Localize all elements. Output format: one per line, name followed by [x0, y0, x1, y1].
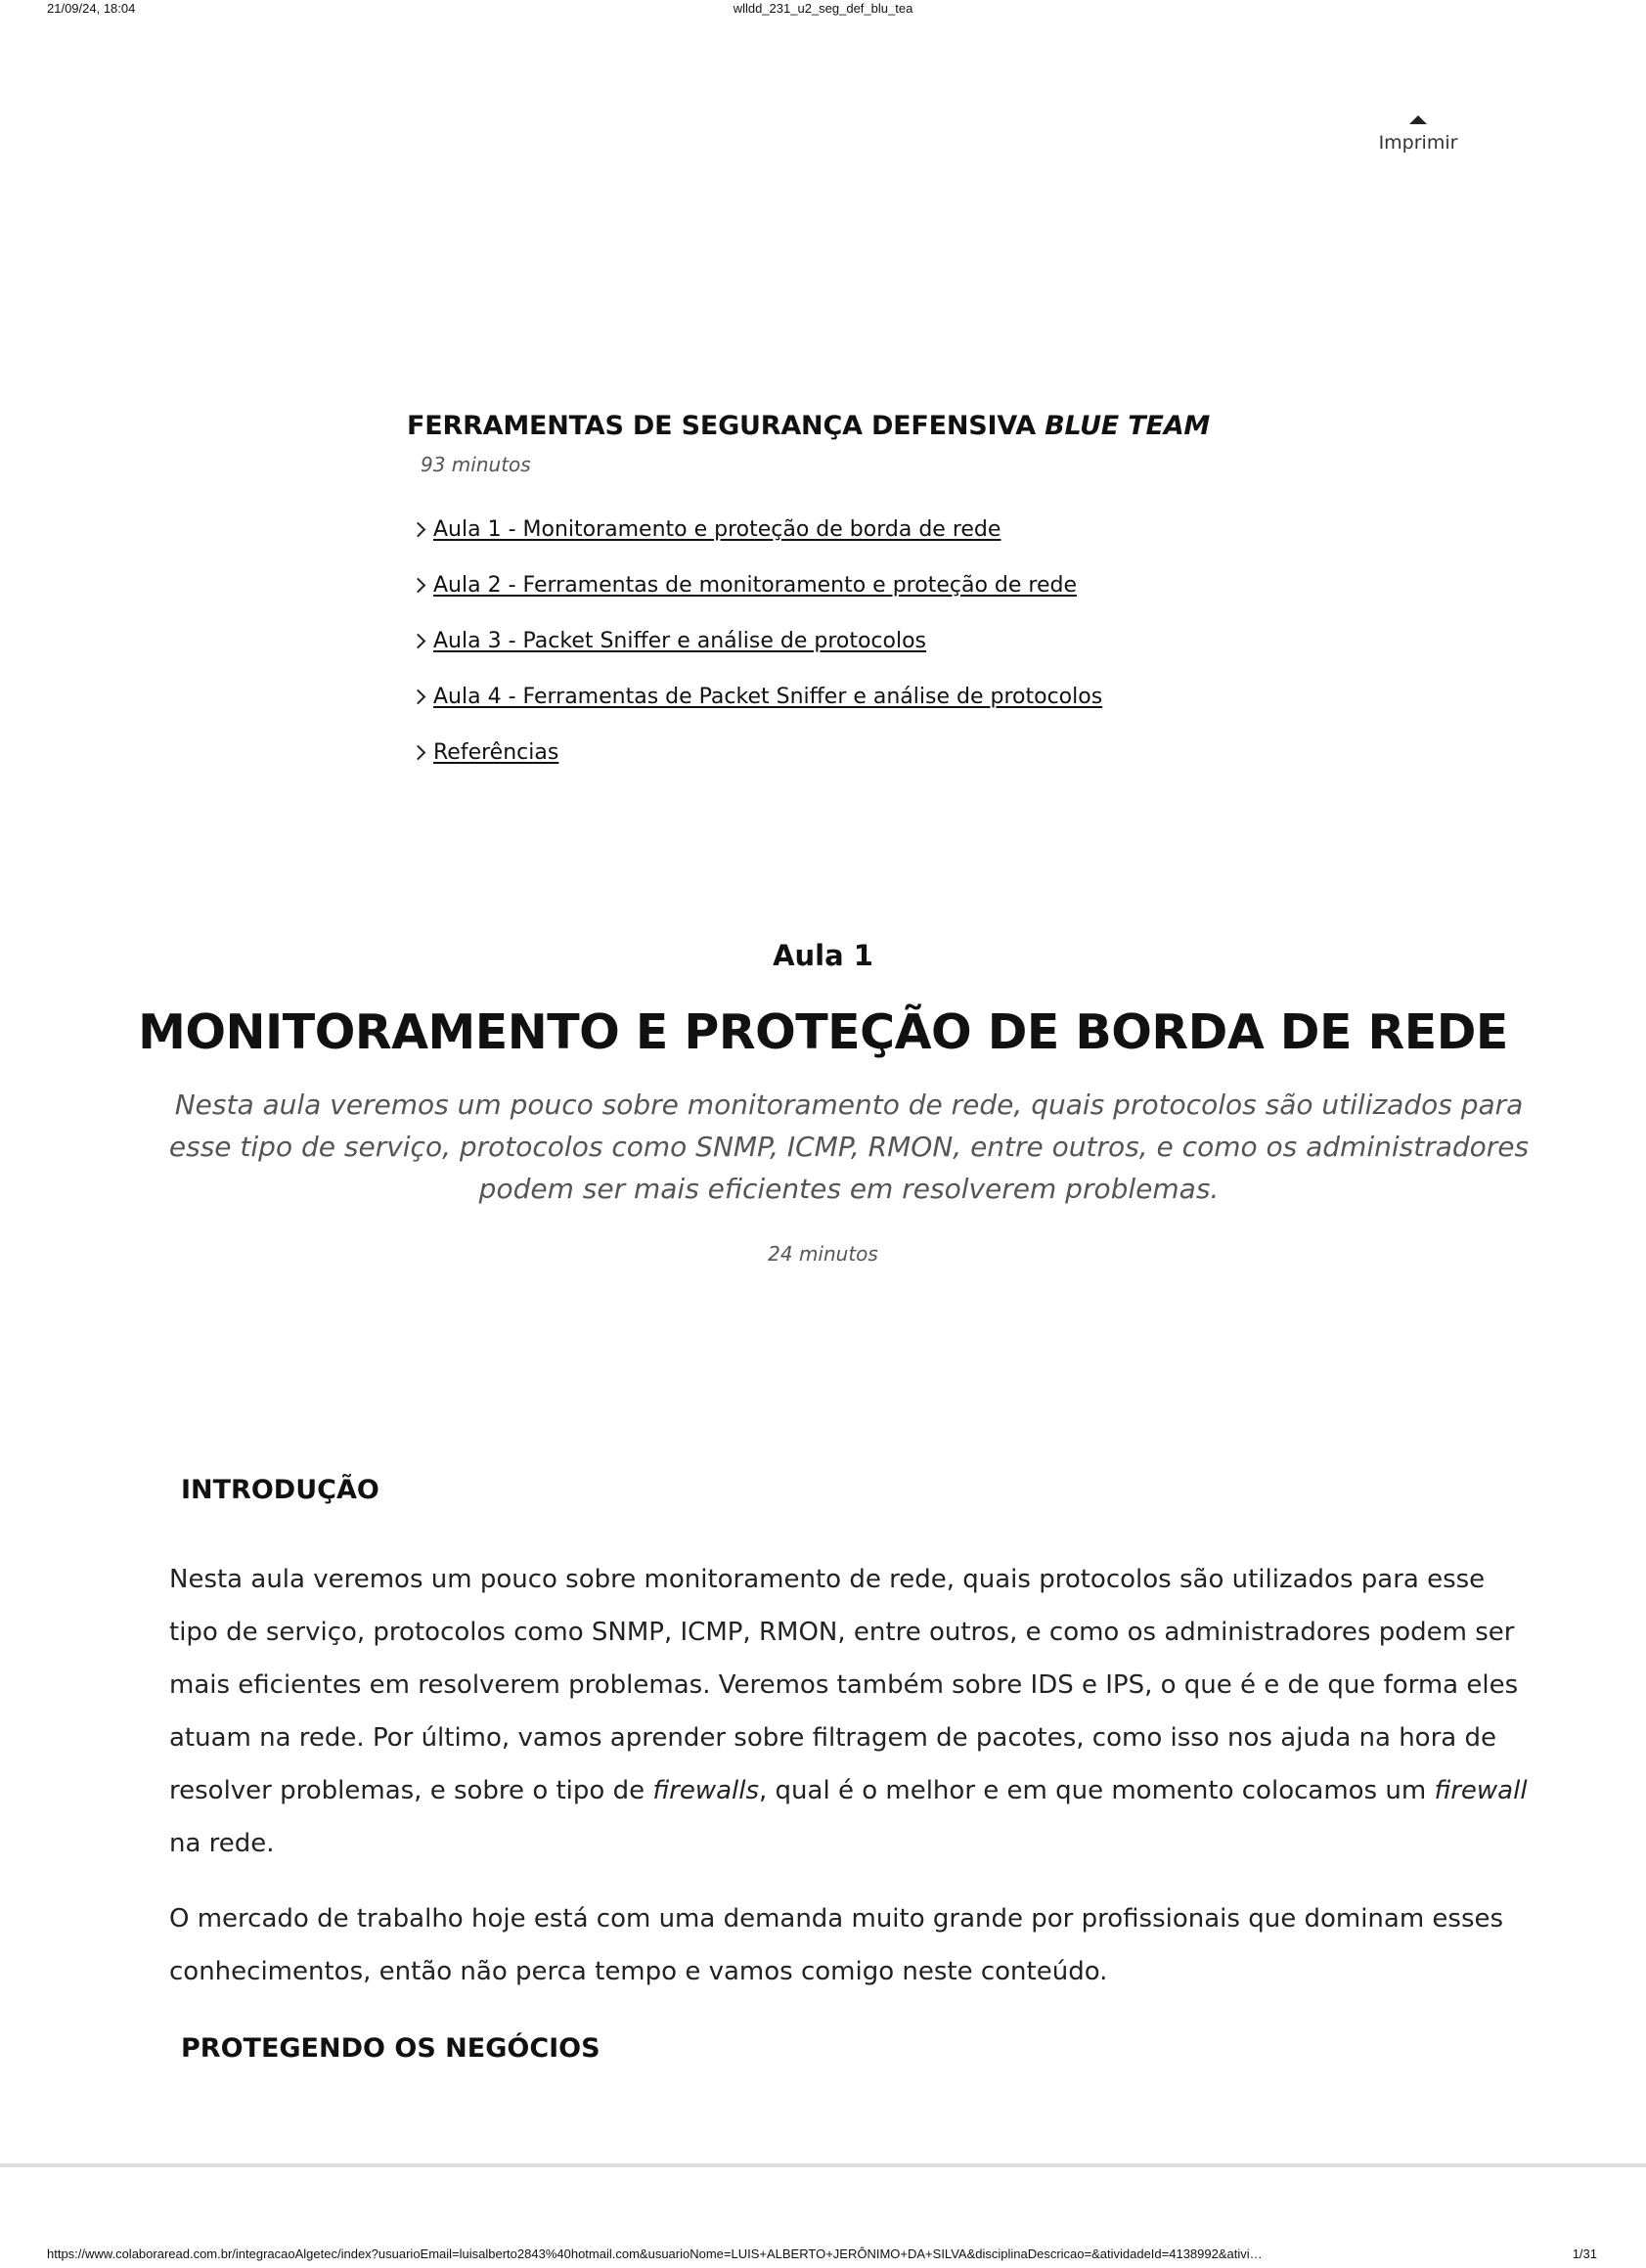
intro-p1-em-firewall: firewall	[1434, 1776, 1528, 1805]
intro-p1-em-firewalls: firewalls	[652, 1776, 760, 1805]
intro-p1-text-c: na rede.	[169, 1829, 275, 1858]
chevron-right-icon	[411, 522, 426, 538]
print-footer	[0, 2246, 1646, 2266]
intro-p1-text-a: Nesta aula veremos um pouco sobre monitoramento de rede, quais protocolos são utilizados para esse tipo de serviço, protocolos como SNMP, ICMP, RMON, entre outros, e como os administradores podem ser mais eficientes em resolverem problemas. Veremos também sobre IDS e IPS, o que é e de que forma eles atuam na rede. Por último, vamos aprender sobre filtragem de pacotes, como isso nos ajuda na hora de resolver problemas, e sobre o tipo de	[169, 1565, 1519, 1805]
toc-item-aula-1[interactable]	[407, 502, 1287, 557]
toc-link-aula-4[interactable]: Aula 4 - Ferramentas de Packet Sniffer e análise de protocolos	[433, 685, 1103, 709]
chevron-right-icon	[411, 634, 426, 649]
print-date: 21/09/24, 18:04	[47, 1, 136, 16]
intro-p1-text-b: , qual é o melhor e em que momento colocamos um	[759, 1776, 1435, 1805]
chevron-right-icon	[411, 689, 426, 705]
lesson-summary: Nesta aula veremos um pouco sobre monitoramento de rede, quais protocolos são utilizados para esse tipo de serviço, protocolos como SNMP, ICMP, RMON, entre outros, e como os administradores podem ser mais eficientes em resolverem problemas.	[168, 1089, 1530, 1205]
table-of-contents	[407, 502, 1287, 780]
page-number: 1/31	[1572, 2246, 1597, 2261]
toc-item-aula-3[interactable]	[407, 613, 1287, 669]
chevron-right-icon	[411, 745, 426, 761]
lesson-title: MONITORAMENTO E PROTEÇÃO DE BORDA DE REDE	[138, 1004, 1508, 1060]
intro-paragraph-1	[169, 1553, 1538, 1870]
lesson-kicker: Aula 1	[773, 939, 873, 972]
toc-item-aula-4[interactable]	[407, 669, 1287, 725]
course-duration: 93 minutos	[421, 453, 531, 476]
course-title-text: FERRAMENTAS DE SEGURANÇA DEFENSIVA	[407, 411, 1045, 441]
lesson-duration: 24 minutos	[768, 1242, 878, 1266]
toc-item-referencias[interactable]	[407, 725, 1287, 780]
print-button-label: Imprimir	[1378, 132, 1458, 154]
footer-divider	[0, 2163, 1646, 2167]
print-url: https://www.colaboraread.com.br/integracaoAlgetec/index?usuarioEmail=luisalberto2843%40hotmail.com&usuarioNome=LUIS+ALBERTO+JERÔNIMO+DA+SILVA&disciplinaDescricao=&atividadeId=4138992&ativi…	[47, 2246, 1263, 2261]
toc-link-referencias[interactable]: Referências	[433, 740, 559, 765]
toc-item-aula-2[interactable]	[407, 557, 1287, 613]
toc-link-aula-2[interactable]: Aula 2 - Ferramentas de monitoramento e proteção de rede	[433, 573, 1077, 598]
chevron-right-icon	[411, 578, 426, 594]
toc-link-aula-3[interactable]: Aula 3 - Packet Sniffer e análise de protocolos	[433, 629, 927, 653]
intro-body	[169, 1553, 1538, 1998]
intro-paragraph-2: O mercado de trabalho hoje está com uma demanda muito grande por profissionais que dominam esses conhecimentos, então não perca tempo e vamos comigo neste conteúdo.	[169, 1904, 1504, 1986]
section-heading-protegendo-negocios: PROTEGENDO OS NEGÓCIOS	[181, 2033, 601, 2064]
print-doc-title: wlldd_231_u2_seg_def_blu_tea	[733, 1, 913, 16]
print-header	[0, 0, 1646, 20]
print-button[interactable]	[1359, 115, 1477, 154]
course-title	[407, 411, 1287, 441]
course-overview	[407, 411, 1287, 780]
triangle-up-icon	[1409, 115, 1427, 124]
toc-link-aula-1[interactable]: Aula 1 - Monitoramento e proteção de borda de rede	[433, 517, 1001, 542]
section-heading-introducao: INTRODUÇÃO	[181, 1475, 379, 1505]
course-title-emphasis: BLUE TEAM	[1045, 411, 1211, 441]
